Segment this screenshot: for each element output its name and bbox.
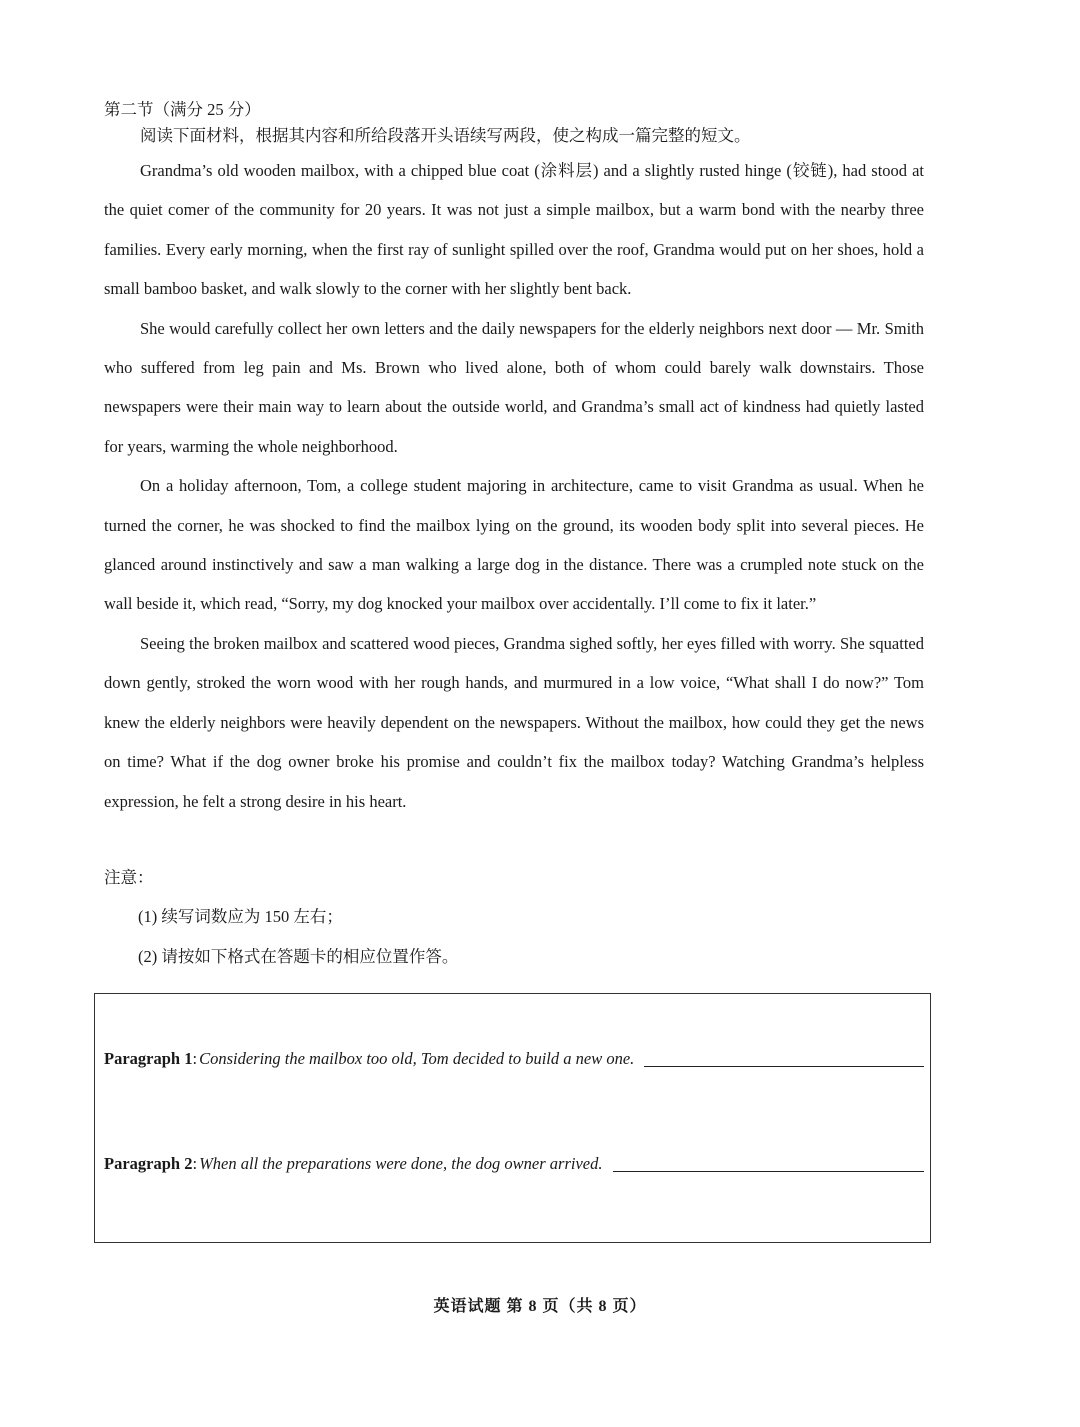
paragraph-1-prompt-line xyxy=(104,1047,924,1071)
note-item-1: (1) 续写词数应为 150 左右； xyxy=(138,907,343,926)
page-footer: 英语试题 第 8 页（共 8 页） xyxy=(433,1298,647,1315)
passage-paragraph-4: Seeing the broken mailbox and scattered wood pieces, Grandma sighed softly, her eyes filled with worry. She squatted down gently, stroked the worn wood with her rough hands, and murmured in a low voice, “What shall I do now?” Tom knew the elderly neighbors were heavily dependent on the newspapers. Without the mailbox, how could they get the news on time? What if the dog owner broke his promise and couldn’t fix the mailbox today? Watching Grandma’s helpless expression, he felt a strong desire in his heart. xyxy=(104,633,924,811)
task-instruction: 阅读下面材料，根据其内容和所给段落开头语续写两段，使之构成一篇完整的短文。 xyxy=(140,126,751,145)
paragraph-2-answer-blank xyxy=(613,1170,925,1172)
paragraph-1-separator: : xyxy=(192,1049,198,1068)
answer-format-box xyxy=(94,993,931,1243)
passage-paragraph-2: She would carefully collect her own letters and the daily newspapers for the elderly neighbors next door — Mr. Smith who suffered from leg pain and Ms. Brown who lived alone, both of whom could barely walk downstairs. Those newspapers were their main way to learn about the outside world, and Grandma’s small act of kindness had quietly lasted for years, warming the whole neighborhood. xyxy=(104,318,924,456)
paragraph-2-prompt-line xyxy=(104,1152,924,1176)
paragraph-1-prompt: Considering the mailbox too old, Tom decided to build a new one. xyxy=(199,1049,635,1068)
paragraph-1-answer-blank xyxy=(644,1065,924,1067)
paragraph-2-prompt: When all the preparations were done, the dog owner arrived. xyxy=(199,1154,603,1173)
passage-paragraph-1: Grandma’s old wooden mailbox, with a chipped blue coat (涂料层) and a slightly rusted hinge (铰链), had stood at the quiet comer of the community for 20 years. It was not just a simple mailbox, but a warm bond with the nearby three families. Every early morning, when the first ray of sunlight spilled over the roof, Grandma would put on her shoes, hold a small bamboo basket, and walk slowly to the corner with her slightly bent back. xyxy=(104,161,924,299)
reading-passage xyxy=(104,151,924,821)
paragraph-1-label: Paragraph 1 xyxy=(104,1049,193,1068)
note-item-2: (2) 请按如下格式在答题卡的相应位置作答。 xyxy=(138,947,459,966)
passage-paragraph-3: On a holiday afternoon, Tom, a college student majoring in architecture, came to visit Grandma as usual. When he turned the corner, he was shocked to find the mailbox lying on the ground, its wooden body split into several pieces. He glanced around instinctively and saw a man walking a large dog in the distance. There was a crumpled note stuck on the wall beside it, which read, “Sorry, my dog knocked your mailbox over accidentally. I’ll come to fix it later.” xyxy=(104,476,924,614)
notes-label: 注意： xyxy=(104,868,154,887)
paragraph-2-separator: : xyxy=(192,1154,198,1173)
paragraph-2-label: Paragraph 2 xyxy=(104,1154,193,1173)
section-title: 第二节（满分 25 分） xyxy=(104,100,261,119)
